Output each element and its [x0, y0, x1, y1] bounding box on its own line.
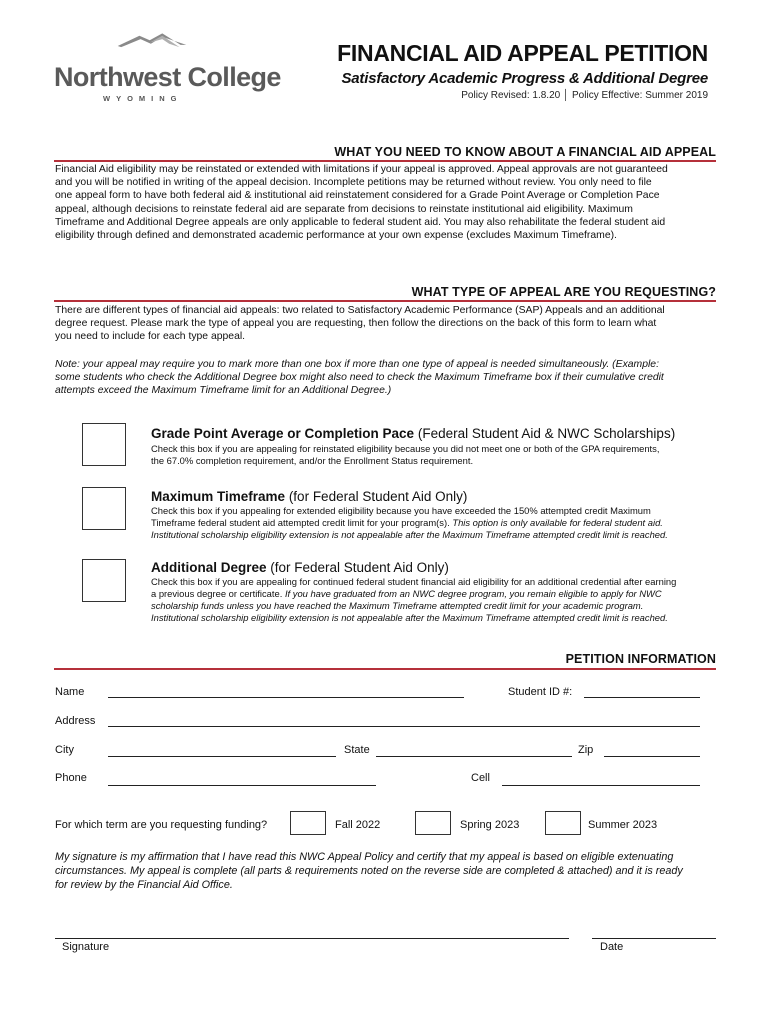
cell-field[interactable] [502, 785, 700, 786]
cell-label: Cell [471, 772, 490, 784]
option-title-additional-degree: Additional Degree (for Federal Student Aid Only) [151, 560, 449, 575]
option-title-max-timeframe: Maximum Timeframe (for Federal Student Aid Only) [151, 489, 468, 504]
section-heading-know: WHAT YOU NEED TO KNOW ABOUT A FINANCIAL AID APPEAL [334, 145, 716, 159]
section2-note [55, 358, 717, 398]
text-line: some students who check the Additional Degree box might also need to check the Maximum Timeframe box if their cumulative credit [55, 372, 664, 384]
zip-field[interactable] [604, 756, 700, 757]
phone-label: Phone [55, 772, 87, 784]
text-line: Timeframe and Additional Degree appeals are only applicable to federal student aid. You may also rehabilitate the federal student aid [55, 216, 666, 228]
option-title-gpa: Grade Point Average or Completion Pace (Federal Student Aid & NWC Scholarships) [151, 426, 676, 441]
logo-subtitle: WYOMING [103, 94, 183, 103]
section-heading-type: WHAT TYPE OF APPEAL ARE YOU REQUESTING? [411, 285, 716, 299]
section-divider [54, 668, 716, 670]
checkbox-max-timeframe[interactable] [82, 487, 126, 530]
checkbox-additional-degree[interactable] [82, 559, 126, 602]
text-line: you need to include for each type appeal. [55, 331, 246, 343]
text-line: Note: your appeal may require you to mark more than one box if more than one type of appeal is needed simultaneously. (Example: [55, 359, 659, 370]
logo-name: Northwest College [54, 62, 281, 92]
checkbox-spring-2023[interactable] [415, 811, 451, 835]
name-field[interactable] [108, 697, 464, 698]
section-heading-petition: PETITION INFORMATION [565, 652, 716, 666]
section2-body [55, 304, 717, 344]
student-id-label: Student ID #: [508, 686, 573, 698]
option-desc-additional-degree: Check this box if you are appealing for continued federal student financial aid eligibility for an additional credential after earning a previous degree or certificate. If you have graduated from an NWC degree program, you remain eligible to apply for NWC scholarship funds unless you have reached the Maximum Timeframe attempted credit limit for your academic program. Institutional scholarship eligibility extension is not appealable after the Maximum Timeframe attempted credit limit is reached. [151, 576, 677, 623]
student-id-field[interactable] [584, 697, 700, 698]
signature-label: Signature [62, 941, 110, 953]
name-label: Name [55, 686, 85, 698]
text-line: eligibility through defined and demonstrated academic performance at your own expense (excludes Maximum Timeframe). [55, 230, 617, 242]
section-divider [54, 300, 716, 302]
phone-field[interactable] [108, 785, 376, 786]
term-label-spring: Spring 2023 [460, 819, 520, 831]
option-desc-max-timeframe: Check this box if you appealing for extended eligibility because you have exceeded the 150% attempted credit Maximum Timeframe federal student aid attempted credit limit for your program(s). This option is only available for federal student aid. Institutional scholarship eligibility extension is not appealable after the Maximum Timeframe attempted credit limit is reached. [151, 505, 668, 540]
term-label-fall: Fall 2022 [335, 819, 381, 831]
city-field[interactable] [108, 756, 336, 757]
zip-label: Zip [578, 744, 594, 756]
page-subtitle: Satisfactory Academic Progress & Additional Degree [341, 70, 708, 87]
text-line: degree request. Please mark the type of appeal you are requesting, then follow the directions on the back of this form to learn what [55, 318, 657, 330]
signature-field[interactable] [55, 938, 569, 939]
checkbox-gpa-completion[interactable] [82, 423, 126, 466]
option-desc-gpa: Check this box if you are appealing for reinstated eligibility because you did not meet one or both of the GPA requirements, the 67.0% completion requirement, and/or the Enrollment Status requirement. [151, 443, 660, 466]
text-line: Financial Aid eligibility may be reinstated or extended with limitations if your appeal is approved. Appeal approvals are not guaranteed [55, 164, 668, 175]
address-label: Address [55, 715, 96, 727]
affirmation-text: My signature is my affirmation that I have read this NWC Appeal Policy and certify that my appeal is based on eligible extenuating circumstances. My appeal is complete (all parts & requirements noted on the reverse side are completed & attached) and it is ready for review by the Financial Aid Office. [55, 851, 683, 891]
date-label: Date [600, 941, 624, 953]
text-line: attempts exceed the Maximum Timeframe limit for an Additional Degree.) [55, 385, 392, 397]
text-line: one appeal form to have both federal aid & institutional aid reinstatement considered for a Grade Point Average or Completion Pace [55, 190, 660, 202]
state-label: State [344, 744, 370, 756]
term-question: For which term are you requesting funding? [55, 819, 268, 831]
checkbox-fall-2022[interactable] [290, 811, 326, 835]
text-line: appeal, although decisions to reinstate federal aid are separate from decisions to reinstate institutional aid eligibility. Maximum [55, 203, 633, 215]
city-label: City [55, 744, 74, 756]
checkbox-summer-2023[interactable] [545, 811, 581, 835]
section1-body [55, 163, 717, 242]
text-line: There are different types of financial aid appeals: two related to Satisfactory Academic Performance (SAP) Appeals and an additional [55, 305, 665, 316]
date-field[interactable] [592, 938, 716, 939]
page-title: FINANCIAL AID APPEAL PETITION [337, 40, 708, 66]
term-label-summer: Summer 2023 [588, 819, 658, 831]
address-field[interactable] [108, 726, 700, 727]
policy-dates: Policy Revised: 1.8.20 │ Policy Effective: Summer 2019 [461, 90, 708, 101]
section-divider [54, 160, 716, 162]
text-line: and you will be notified in writing of the appeal decision. Incomplete petitions may be returned without review. You only need to file [55, 177, 652, 189]
state-field[interactable] [376, 756, 572, 757]
